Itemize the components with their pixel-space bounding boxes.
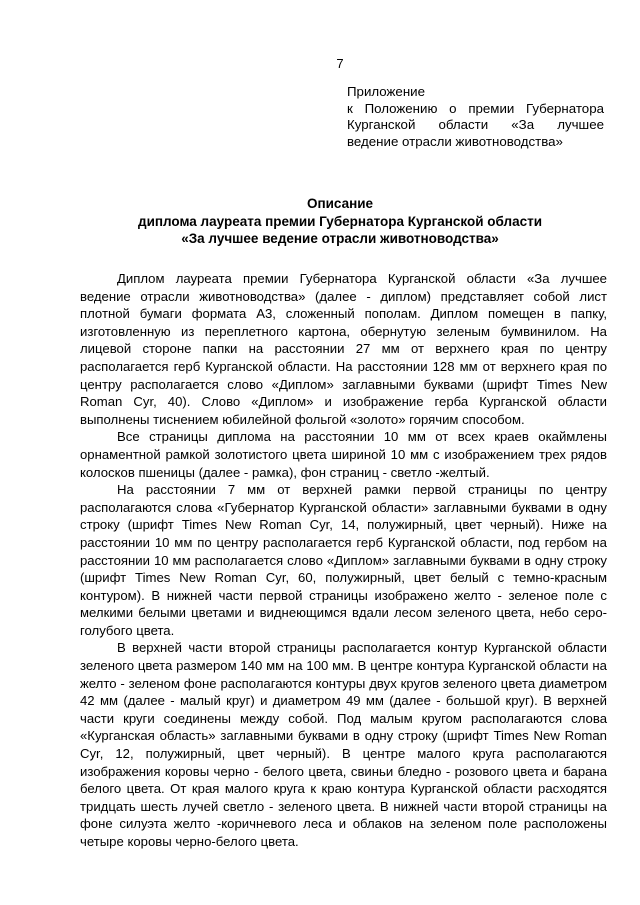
appendix-line-1: Приложение bbox=[347, 84, 425, 99]
paragraph: Все страницы диплома на расстоянии 10 мм от всех краев окаймлены орнаментной рамкой золотистого цвета шириной 10 мм с изображением трех рядов колосков пшеницы (далее - рамка), фон страниц - светло -желтый. bbox=[80, 429, 607, 480]
appendix-line-3: Курганской области «За лучшее bbox=[347, 117, 604, 132]
document-heading bbox=[80, 195, 600, 248]
paragraph: В верхней части второй страницы располагается контур Курганской области зеленого цвета размером 140 мм на 100 мм. В центре контура Курганской области на желто - зеленом фоне располагаются контуры двух кругов зеленого цвета диаметром 42 мм (далее - малый круг) и диаметром 49 мм (далее - большой круг). В верхней части круги соединены между собой. Под малым кругом располагаются слова «Курганская область» заглавными буквами в одну строку (шрифт Times New Roman Cyr, 12, полужирный, цвет черный). В центре малого круга располагаются изображения коровы черно - белого цвета, свиньи бледно - розового цвета и барана белого цвета. От края малого круга к краю контура Курганской области расходятся тридцать шесть лучей светло - зеленого цвета. В нижней части второй страницы на фоне силуэта желто -коричневого леса и облаков на зеленом поле расположены четыре коровы черно-белого цвета. bbox=[80, 640, 607, 849]
heading-subtitle-2: «За лучшее ведение отрасли животноводства» bbox=[181, 231, 499, 246]
appendix-line-4: ведение отрасли животноводства» bbox=[347, 133, 563, 149]
paragraph: Диплом лауреата премии Губернатора Курганской области «За лучшее ведение отрасли животноводства» (далее - диплом) представляет собой лист плотной бумаги формата А3, сложенный пополам. Диплом помещен в папку, изготовленную из переплетного картона, обернутую зеленым бумвинилом. На лицевой стороне папки на расстоянии 27 мм от верхнего края по центру располагается герб Курганской области. На расстоянии 128 мм от верхнего края по центру располагается слово «Диплом» заглавными буквами (шрифт Times New Roman Cyr, 40). Слово «Диплом» и изображение герба Курганской области выполнены тиснением юбилейной фольгой «золото» горячим способом. bbox=[80, 271, 607, 427]
appendix-line-2: к Положению о премии Губернатора bbox=[347, 100, 604, 116]
appendix-block bbox=[347, 84, 604, 150]
paragraph: На расстоянии 7 мм от верхней рамки первой страницы по центру располагаются слова «Губернатор Курганской области» заглавными буквами в одну строку (шрифт Times New Roman Cyr, 14, полужирный, цвет черный). Ниже на расстоянии 10 мм по центру располагается герб Курганской области, под гербом на расстоянии 10 мм располагается слово «Диплом» заглавными буквами в одну строку (шрифт Times New Roman Cyr, 60, полужирный, цвет белый с темно-красным контуром). В нижней части первой страницы изображено желто - зеленое поле с мелкими белыми цветами и виднеющимся вдали лесом зеленого цвета, небо серо-голубого цвета. bbox=[80, 482, 607, 638]
body-text bbox=[80, 270, 607, 851]
heading-subtitle-1: диплома лауреата премии Губернатора Курганской области bbox=[138, 213, 542, 229]
page-number: 7 bbox=[336, 56, 344, 71]
heading-title: Описание bbox=[306, 196, 374, 211]
